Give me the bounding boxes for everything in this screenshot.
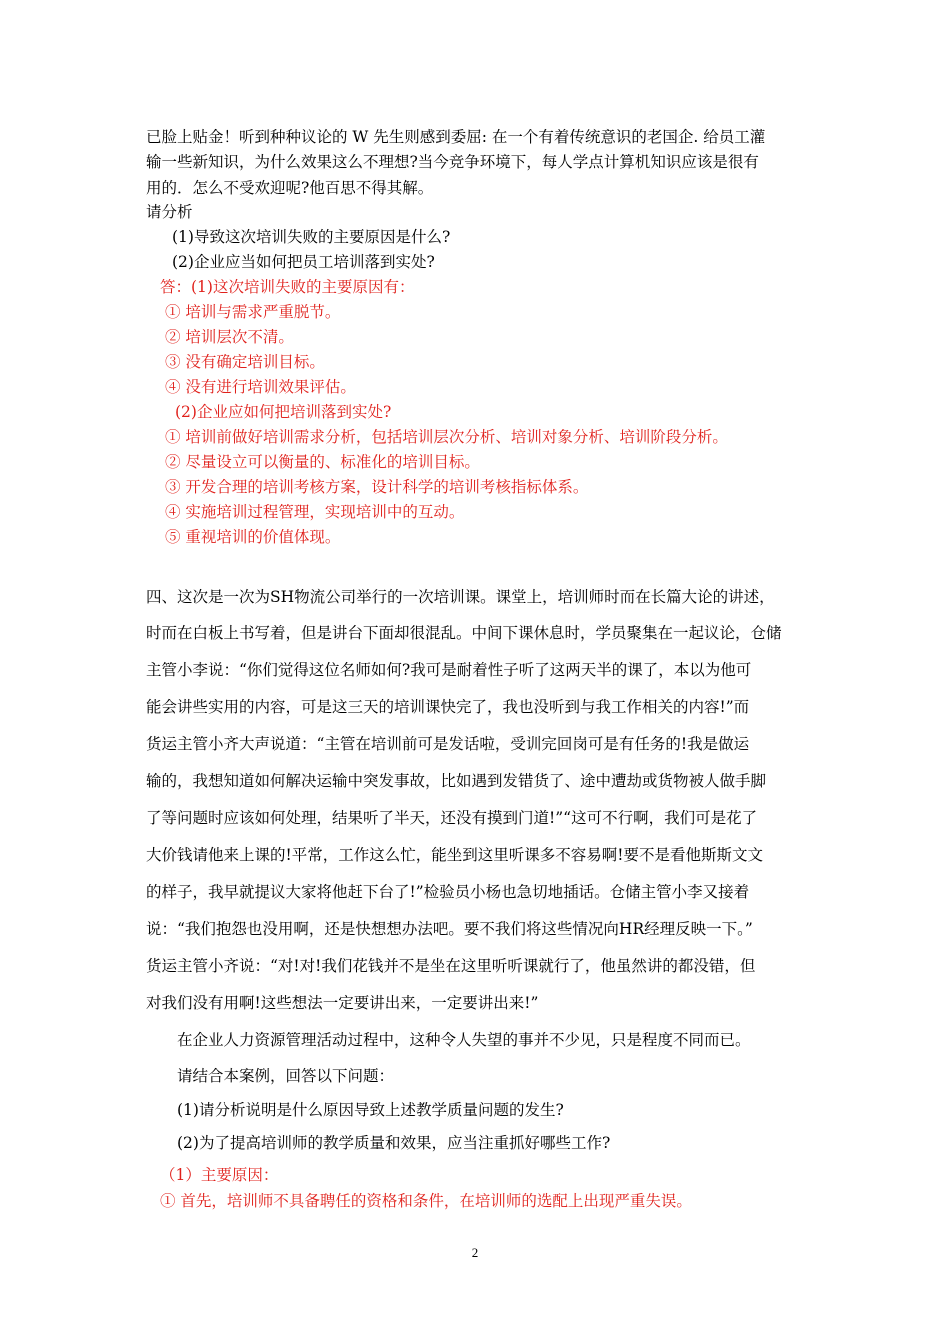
- case-paragraph-line: 的样子，我早就提议大家将他赶下台了!”检验员小杨也急切地插话。仓储主管小李又接着: [146, 883, 750, 901]
- case-paragraph-line: 输的，我想知道如何解决运输中突发事故，比如遇到发错货了、途中遭劫或货物被人做手脚: [146, 772, 767, 790]
- case-paragraph-line: 了等问题时应该如何处理，结果听了半天，还没有摸到门道!”“这可不行啊，我们可是花了: [146, 809, 758, 827]
- intro-line: 已脸上贴金！听到种种议论的 W 先生则感到委屈: 在一个有着传统意识的老国企. 给员工灌: [146, 128, 766, 146]
- indented-line: 请结合本案例，回答以下问题：: [177, 1067, 395, 1085]
- answer-line: ② 尽量设立可以衡量的、标准化的培训目标。: [165, 453, 480, 471]
- answer-line: ④ 没有进行培训效果评估。: [165, 378, 356, 396]
- case-paragraph-line: 能会讲些实用的内容，可是这三天的培训课快完了，我也没听到与我工作相关的内容!”而: [146, 698, 750, 716]
- case-paragraph-line: 说：“我们抱怨也没用啊，还是快想想办法吧。要不我们将这些情况向HR经理反映一下。”: [146, 920, 753, 938]
- page-number: 2: [471, 1245, 479, 1260]
- case-paragraph-line: 货运主管小齐说：“对!对!我们花钱并不是坐在这里听听课就行了，他虽然讲的都没错，但: [146, 957, 756, 975]
- question-line: (2)企业应当如何把员工培训落到实处?: [172, 253, 435, 271]
- answer-line: ④ 实施培训过程管理，实现培训中的互动。: [165, 503, 465, 521]
- question-line: (1)请分析说明是什么原因导致上述教学质量问题的发生?: [177, 1101, 564, 1119]
- answer-line: ③ 开发合理的培训考核方案，设计科学的培训考核指标体系。: [165, 478, 589, 496]
- answer-line: ① 培训与需求严重脱节。: [165, 303, 341, 321]
- answer-line: ② 培训层次不清。: [165, 328, 294, 346]
- intro-line: 输一些新知识，为什么效果这么不理想?当今竞争环境下，每人学点计算机知识应该是很有: [146, 153, 759, 171]
- indented-line: 在企业人力资源管理活动过程中，这种令人失望的事并不少见，只是程度不同而已。: [177, 1031, 751, 1049]
- answer-line: ③ 没有确定培训目标。: [165, 353, 325, 371]
- answer-heading: （1）主要原因：: [160, 1166, 279, 1184]
- question-line: (1)导致这次培训失败的主要原因是什么?: [172, 228, 451, 246]
- answer-line: ⑤ 重视培训的价值体现。: [165, 528, 341, 546]
- answer-subheading: (2)企业应如何把培训落到实处?: [175, 403, 392, 421]
- case-paragraph-line: 货运主管小齐大声说道：“主管在培训前可是发话啦，受训完回岗可是有任务的!我是做运: [146, 735, 750, 753]
- case-paragraph-line: 四、这次是一次为SH物流公司举行的一次培训课。课堂上，培训师时而在长篇大论的讲述，: [146, 588, 775, 606]
- question-line: (2)为了提高培训师的教学质量和效果，应当注重抓好哪些工作?: [177, 1134, 611, 1152]
- answer-line: ① 培训前做好培训需求分析，包括培训层次分析、培训对象分析、培训阶段分析。: [165, 428, 728, 446]
- answer-line: ① 首先，培训师不具备聘任的资格和条件，在培训师的选配上出现严重失误。: [160, 1192, 692, 1210]
- case-paragraph-line: 主管小李说：“你们觉得这位名师如何?我可是耐着性子听了这两天半的课了，本以为他可: [146, 661, 752, 679]
- case-paragraph-line: 对我们没有用啊!这些想法一定要讲出来，一定要讲出来!”: [146, 994, 539, 1012]
- analysis-prompt: 请分析: [146, 203, 193, 221]
- case-paragraph-line: 大价钱请他来上课的!平常，工作这么忙，能坐到这里听课多不容易啊!要不是看他斯斯文文: [146, 846, 763, 864]
- answer-heading: 答：(1)这次培训失败的主要原因有：: [160, 278, 415, 296]
- intro-line: 用的．怎么不受欢迎呢?他百思不得其解。: [146, 179, 434, 197]
- case-paragraph-line: 时而在白板上书写着，但是讲台下面却很混乱。中间下课休息时，学员聚集在一起议论，仓储: [146, 624, 782, 642]
